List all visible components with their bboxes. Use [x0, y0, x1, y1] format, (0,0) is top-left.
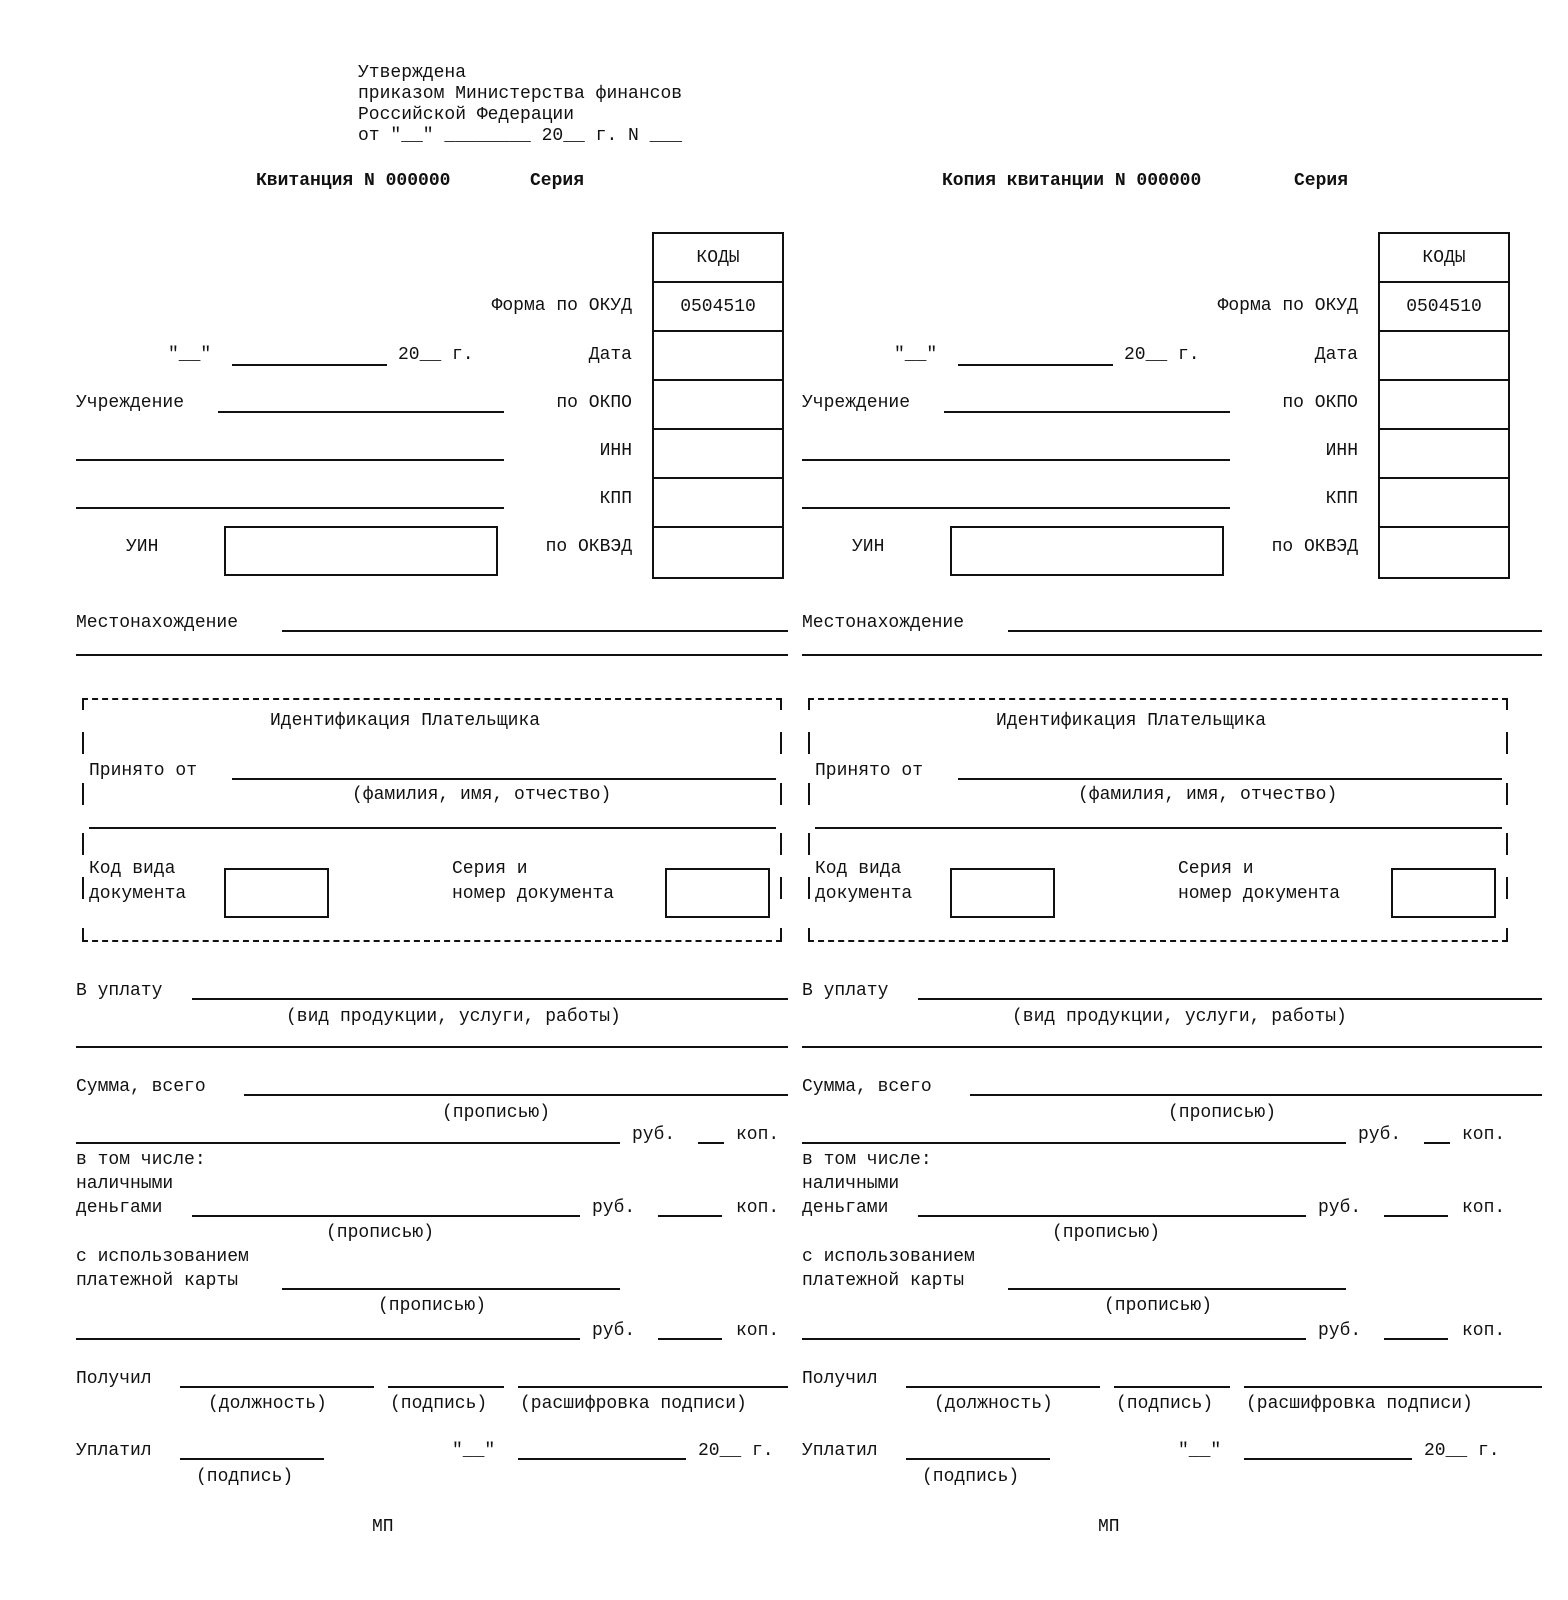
accepted-from-label: Принято от [815, 761, 924, 781]
dashed-border-top [82, 698, 782, 700]
in-words-hint: (прописью) [1168, 1103, 1277, 1123]
inn-label: ИНН [599, 441, 632, 461]
uin-label: УИН [852, 537, 885, 557]
cash-label-1: наличными [76, 1174, 174, 1194]
received-label: Получил [76, 1369, 152, 1389]
received-signature-line[interactable] [1114, 1386, 1230, 1388]
border-segment [1506, 732, 1508, 754]
payment-for-label: В уплату [76, 981, 163, 1001]
doc-kind-label-1: Код вида [815, 859, 902, 879]
signature-hint: (подпись) [390, 1394, 488, 1414]
payment-for-line[interactable] [192, 998, 788, 1000]
cash-label-2: деньгами [76, 1198, 163, 1218]
position-hint: (должность) [934, 1394, 1053, 1414]
total-words-line[interactable] [76, 1142, 620, 1144]
cash-kop-label: коп. [736, 1198, 780, 1218]
accepted-from-label: Принято от [89, 761, 198, 781]
doc-series-label-1: Серия и [1178, 859, 1254, 879]
kop-label: коп. [736, 1125, 780, 1145]
institution-label: Учреждение [802, 393, 911, 413]
location-line-2[interactable] [802, 654, 1542, 656]
border-segment [808, 877, 810, 899]
doc-kind-field[interactable] [224, 868, 329, 918]
paid-signature-hint: (подпись) [196, 1467, 294, 1487]
in-words-hint: (прописью) [442, 1103, 551, 1123]
card-label-1: с использованием [76, 1247, 249, 1267]
card-label-1: с использованием [802, 1247, 975, 1267]
location-line[interactable] [1008, 630, 1542, 632]
paid-date-quote: "__" [452, 1441, 496, 1461]
fio-hint: (фамилия, имя, отчество) [1078, 785, 1338, 805]
border-segment [808, 698, 810, 710]
border-segment [808, 833, 810, 855]
codes-header: КОДЫ [1380, 234, 1508, 283]
border-segment [82, 877, 84, 899]
date-year: 20__ г. [1124, 345, 1200, 365]
cash-kop-label: коп. [1462, 1198, 1506, 1218]
decode-hint: (расшифровка подписи) [1246, 1394, 1473, 1414]
card-kop-line[interactable] [658, 1338, 722, 1340]
doc-kind-field[interactable] [950, 868, 1055, 918]
kpp-code-cell[interactable] [1380, 479, 1508, 528]
kop-label: коп. [1462, 1125, 1506, 1145]
cash-line[interactable] [918, 1215, 1306, 1217]
institution-label: Учреждение [76, 393, 185, 413]
border-segment [82, 833, 84, 855]
rub-label: руб. [632, 1125, 676, 1145]
cash-rub-label: руб. [1318, 1198, 1362, 1218]
card-in-words-hint: (прописью) [1104, 1296, 1213, 1316]
signature-hint: (подпись) [1116, 1394, 1214, 1414]
paid-date-line[interactable] [1244, 1458, 1412, 1460]
kpp-label: КПП [1325, 489, 1358, 509]
received-decode-line[interactable] [1244, 1386, 1542, 1388]
okpo-label: по ОКПО [556, 393, 632, 413]
dashed-border-bottom [82, 940, 782, 942]
cash-label-1: наличными [802, 1174, 900, 1194]
date-label: Дата [1314, 345, 1358, 365]
date-quote: "__" [894, 345, 938, 365]
uin-field[interactable] [950, 526, 1224, 576]
total-line[interactable] [970, 1094, 1542, 1096]
paid-signature-hint: (подпись) [922, 1467, 1020, 1487]
date-quote: "__" [168, 345, 212, 365]
card-rub-label: руб. [1318, 1321, 1362, 1341]
paid-year: 20__ г. [1424, 1441, 1500, 1461]
institution-line-2[interactable] [76, 459, 504, 461]
doc-kind-label-1: Код вида [89, 859, 176, 879]
fio-hint: (фамилия, имя, отчество) [352, 785, 612, 805]
institution-line-3[interactable] [76, 507, 504, 509]
doc-series-label-2: номер документа [1178, 884, 1341, 904]
date-year: 20__ г. [398, 345, 474, 365]
cash-in-words-hint: (прописью) [326, 1223, 435, 1243]
okud-label: Форма по ОКУД [1217, 296, 1358, 316]
product-hint: (вид продукции, услуги, работы) [286, 1007, 621, 1027]
dashed-border-top [808, 698, 1508, 700]
uin-field[interactable] [224, 526, 498, 576]
okpo-label: по ОКПО [1282, 393, 1358, 413]
accepted-from-line[interactable] [958, 778, 1502, 780]
doc-kind-label-2: документа [89, 884, 187, 904]
okved-label: по ОКВЭД [545, 537, 632, 557]
border-segment [1506, 783, 1508, 805]
doc-series-label-1: Серия и [452, 859, 528, 879]
card-in-words-hint: (прописью) [378, 1296, 487, 1316]
location-label: Местонахождение [802, 613, 965, 633]
doc-number-field[interactable] [1391, 868, 1496, 918]
cash-label-2: деньгами [802, 1198, 889, 1218]
date-code-cell[interactable] [1380, 332, 1508, 381]
inn-label: ИНН [1325, 441, 1358, 461]
card-kop-line[interactable] [1384, 1338, 1448, 1340]
doc-kind-label-2: документа [815, 884, 913, 904]
card-words-line[interactable] [802, 1338, 1306, 1340]
border-segment [82, 732, 84, 754]
inn-code-cell[interactable] [1380, 430, 1508, 479]
date-label: Дата [588, 345, 632, 365]
card-kop-label: коп. [736, 1321, 780, 1341]
border-segment [82, 783, 84, 805]
location-line[interactable] [282, 630, 788, 632]
payment-for-line-2[interactable] [802, 1046, 1542, 1048]
date-month-line[interactable] [232, 364, 387, 366]
payer-id-title: Идентификация Плательщика [270, 711, 541, 731]
cash-kop-line[interactable] [658, 1215, 722, 1217]
border-segment [1506, 928, 1508, 940]
card-label-2: платежной карты [802, 1271, 965, 1291]
okved-label: по ОКВЭД [1271, 537, 1358, 557]
paid-date-quote: "__" [1178, 1441, 1222, 1461]
border-segment [808, 928, 810, 940]
received-label: Получил [802, 1369, 878, 1389]
institution-line-2[interactable] [802, 459, 1230, 461]
border-segment [82, 928, 84, 940]
okud-code: 0504510 [1380, 283, 1508, 332]
copy-series-label: Серия [1294, 171, 1349, 191]
copy-form [726, 0, 1568, 1600]
border-segment [808, 732, 810, 754]
institution-line-3[interactable] [802, 507, 1230, 509]
decode-hint: (расшифровка подписи) [520, 1394, 747, 1414]
total-line[interactable] [244, 1094, 788, 1096]
location-line-2[interactable] [76, 654, 788, 656]
doc-series-label-2: номер документа [452, 884, 615, 904]
payment-for-line[interactable] [918, 998, 1542, 1000]
rub-label: руб. [1358, 1125, 1402, 1145]
accepted-from-line[interactable] [232, 778, 776, 780]
institution-line[interactable] [218, 411, 504, 413]
cash-kop-line[interactable] [1384, 1215, 1448, 1217]
approval-line-1: Утверждена [358, 63, 467, 83]
card-words-line[interactable] [76, 1338, 580, 1340]
paid-label: Уплатил [802, 1441, 878, 1461]
cash-rub-label: руб. [592, 1198, 636, 1218]
okud-code: 0504510 [654, 283, 782, 332]
card-label-2: платежной карты [76, 1271, 239, 1291]
okpo-code-cell[interactable] [1380, 381, 1508, 430]
including-label: в том числе: [76, 1150, 206, 1170]
receipt-series-label: Серия [530, 171, 585, 191]
paid-signature-line[interactable] [180, 1458, 324, 1460]
stamp-place: МП [1098, 1517, 1120, 1537]
border-segment [1506, 833, 1508, 855]
cash-line[interactable] [192, 1215, 580, 1217]
paid-date-line[interactable] [518, 1458, 686, 1460]
border-segment [82, 698, 84, 710]
card-line[interactable] [282, 1288, 620, 1290]
dashed-border-bottom [808, 940, 1508, 942]
payment-for-line-2[interactable] [76, 1046, 788, 1048]
product-hint: (вид продукции, услуги, работы) [1012, 1007, 1347, 1027]
card-rub-label: руб. [592, 1321, 636, 1341]
including-label: в том числе: [802, 1150, 932, 1170]
kpp-label: КПП [599, 489, 632, 509]
position-hint: (должность) [208, 1394, 327, 1414]
accepted-from-line-2[interactable] [815, 827, 1502, 829]
date-month-line[interactable] [958, 364, 1113, 366]
approval-line-2: приказом Министерства финансов [358, 84, 683, 104]
total-label: Сумма, всего [76, 1077, 206, 1097]
payment-for-label: В уплату [802, 981, 889, 1001]
location-label: Местонахождение [76, 613, 239, 633]
received-position-line[interactable] [180, 1386, 374, 1388]
uin-label: УИН [126, 537, 159, 557]
codes-table [1378, 232, 1510, 579]
approval-line-3: Российской Федерации [358, 105, 575, 125]
paid-signature-line[interactable] [906, 1458, 1050, 1460]
okved-code-cell[interactable] [1380, 528, 1508, 577]
cash-in-words-hint: (прописью) [1052, 1223, 1161, 1243]
border-segment [1506, 877, 1508, 899]
okud-label: Форма по ОКУД [491, 296, 632, 316]
total-kop-line[interactable] [1424, 1142, 1450, 1144]
received-signature-line[interactable] [388, 1386, 504, 1388]
approval-line-4: от "__" ________ 20__ г. N ___ [358, 126, 683, 146]
paid-year: 20__ г. [698, 1441, 774, 1461]
institution-line[interactable] [944, 411, 1230, 413]
receipt-title: Квитанция N 000000 [256, 171, 451, 191]
card-kop-label: коп. [1462, 1321, 1506, 1341]
copy-title: Копия квитанции N 000000 [942, 171, 1202, 191]
border-segment [808, 783, 810, 805]
paid-label: Уплатил [76, 1441, 152, 1461]
payer-id-title: Идентификация Плательщика [996, 711, 1267, 731]
codes-header: КОДЫ [654, 234, 782, 283]
received-position-line[interactable] [906, 1386, 1100, 1388]
border-segment [1506, 698, 1508, 710]
total-kop-line[interactable] [698, 1142, 724, 1144]
total-label: Сумма, всего [802, 1077, 932, 1097]
total-words-line[interactable] [802, 1142, 1346, 1144]
card-line[interactable] [1008, 1288, 1346, 1290]
accepted-from-line-2[interactable] [89, 827, 776, 829]
stamp-place: МП [372, 1517, 394, 1537]
